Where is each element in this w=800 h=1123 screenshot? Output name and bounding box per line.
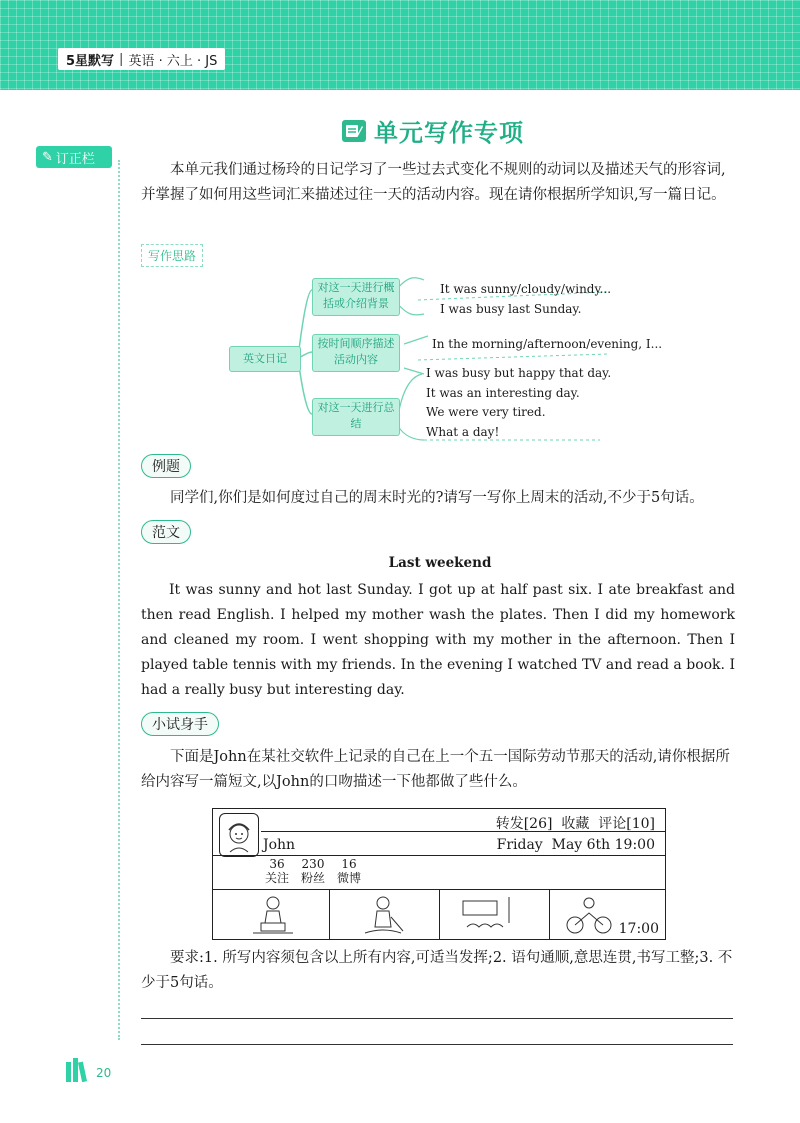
stats-divider-top [213,855,665,856]
intro-paragraph: 本单元我们通过杨玲的日记学习了一些过去式变化不规则的动词以及描述天气的形容词,并掌握了如何用这些词汇来描述过往一天的活动内容。现在请你根据所学知识,写一篇日记。 [141,162,726,203]
example-label: 例题 [141,454,191,478]
mindmap-example: I was busy but happy that day. [426,366,612,380]
header-divider [261,831,665,832]
stat-number: 230 [301,857,325,871]
stat-followers [293,857,333,885]
post-actions[interactable]: 转发[26] 收藏 评论[10] [495,816,655,832]
sample-label: 范文 [141,520,191,544]
sample-title: Last weekend [388,555,492,571]
sample-essay: It was sunny and hot last Sunday. I got up at half past six. I ate breakfast and then read English. I helped my mother wash the plates. Then I did my homework and cleaned my room. I went shopping with my mother in the afternoon. Then I played table tennis with my friends. In the evening I watched TV and read a book. I had a really busy but interesting day. [141,582,735,698]
photo-time: 17:00 [618,921,659,937]
series-name: 5星默写 [66,53,115,69]
mindmap-example: What a day! [426,425,500,439]
mindmap-branch-3: 对这一天进行总结 [312,398,400,436]
stat-following [257,857,297,885]
mindmap-example: It was an interesting day. [426,386,580,400]
user-name: John [263,837,296,853]
pencil-icon: ✎ [42,149,53,165]
cleaning-picture-icon [343,893,423,937]
park-picture-icon [453,893,533,937]
mindmap-branch-2: 按时间顺序描述活动内容 [312,334,400,372]
notebook-icon [342,120,366,142]
post-date: Friday May 6th 19:00 [496,837,655,853]
page-number: 20 [96,1066,112,1080]
stat-posts [329,857,369,885]
mindmap-example: In the morning/afternoon/evening, I... [432,337,663,351]
stat-number: 16 [341,857,357,871]
mindmap-branch-1: 对这一天进行概括或介绍背景 [312,278,400,316]
studying-picture-icon [233,893,313,937]
mindmap-example: I was busy last Sunday. [440,302,582,316]
practice-label: 小试身手 [141,712,219,736]
mindmap-example: We were very tired. [426,405,546,419]
stat-number: 36 [269,857,285,871]
mindmap-center: 英文日记 [229,346,301,372]
correction-tab [36,146,112,168]
correction-label: 订正栏 [55,151,95,167]
correction-divider [118,160,120,1040]
avatar [219,813,259,857]
books-logo-icon [64,1056,92,1082]
answer-line [141,1018,733,1019]
stat-label: 粉丝 [300,871,325,885]
stat-label: 微博 [336,871,361,885]
series-meta: 英语 · 六上 · JS [128,53,218,69]
practice-instruction: 下面是John在某社交软件上记录的自己在上一个五一国际劳动节那天的活动,请你根据所给内容写一篇短文,以John的口吻描述一下他都做了些什么。 [141,749,730,790]
series-separator: | [119,51,124,67]
writing-idea-label: 写作思路 [141,244,203,267]
requirements: 要求:1. 所写内容须包含以上所有内容,可适当发挥;2. 语句通顺,意思连贯,书写工整;3. 不少于5句话。 [141,950,733,991]
stat-label: 关注 [264,871,289,885]
series-tag [58,48,225,70]
header-band [0,0,800,90]
mindmap-example: It was sunny/cloudy/windy... [440,282,612,296]
page-title: 单元写作专项 [374,119,524,147]
boy-avatar-icon [220,814,258,856]
example-question: 同学们,你们是如何度过自己的周末时光的?请写一写你上周末的活动,不少于5句话。 [170,490,704,506]
title-block [342,113,524,148]
answer-line [141,1044,733,1045]
cycling-picture-icon [559,893,619,937]
social-post-card [212,808,666,940]
